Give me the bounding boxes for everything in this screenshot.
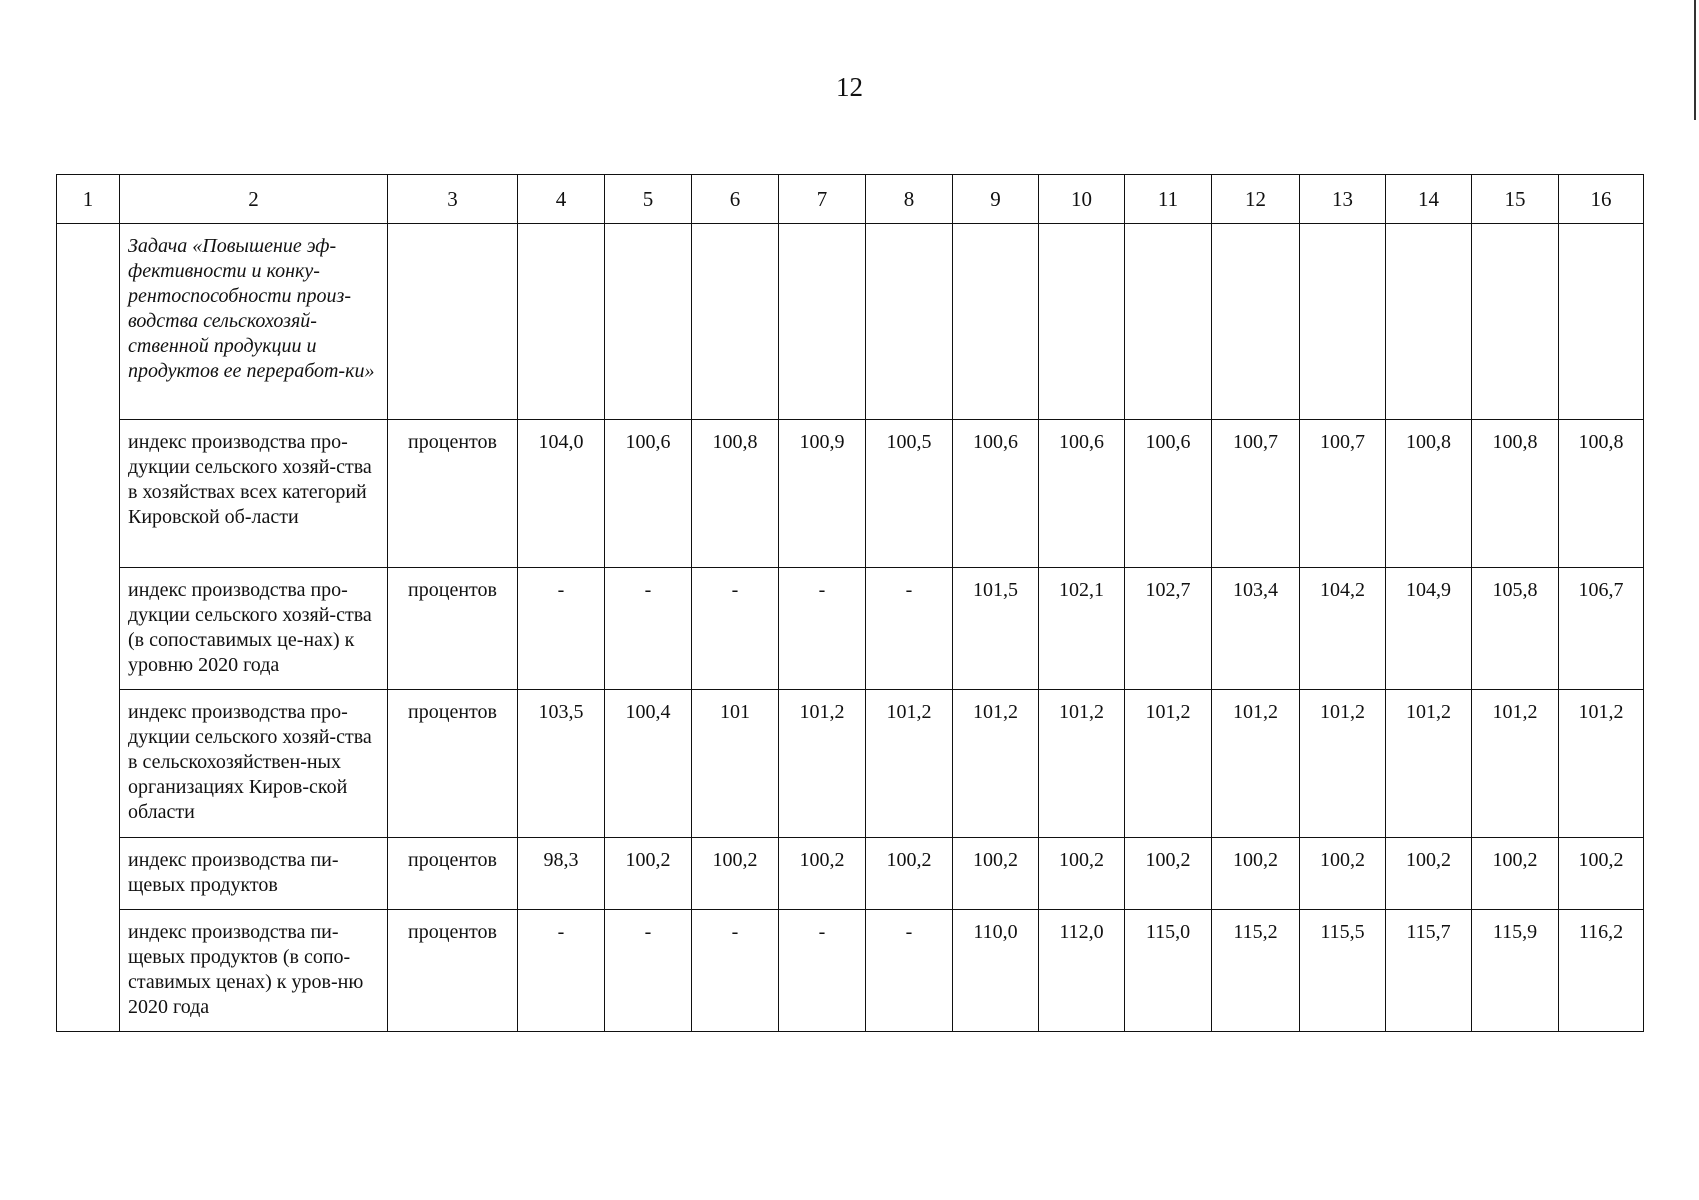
- indicator-name: индекс производства пи-щевых продуктов (в сопо-ставимых ценах) к уров-ню 2020 года: [120, 910, 388, 1032]
- table-row: [57, 568, 1644, 690]
- value-cell: 100,6: [1039, 420, 1125, 568]
- value-cell: 102,1: [1039, 568, 1125, 690]
- value-cell: 100,2: [1300, 838, 1386, 910]
- value-cell: 104,2: [1300, 568, 1386, 690]
- value-cell: 101,2: [1300, 690, 1386, 838]
- value-cell: 101,5: [953, 568, 1039, 690]
- empty-cell: [1125, 224, 1212, 420]
- value-cell: 100,8: [1386, 420, 1472, 568]
- table-row: [57, 838, 1644, 910]
- value-cell: 110,0: [953, 910, 1039, 1032]
- header-cell: 14: [1386, 175, 1472, 224]
- value-cell: 100,2: [779, 838, 866, 910]
- value-cell: -: [692, 910, 779, 1032]
- task-row: [57, 224, 1644, 420]
- value-cell: 100,7: [1300, 420, 1386, 568]
- value-cell: 98,3: [518, 838, 605, 910]
- table-row: [57, 690, 1644, 838]
- header-cell: 8: [866, 175, 953, 224]
- value-cell: 101,2: [953, 690, 1039, 838]
- empty-cell: [1212, 224, 1300, 420]
- value-cell: 101: [692, 690, 779, 838]
- header-cell: 2: [120, 175, 388, 224]
- value-cell: 104,9: [1386, 568, 1472, 690]
- value-cell: 101,2: [866, 690, 953, 838]
- value-cell: 101,2: [1212, 690, 1300, 838]
- value-cell: 100,7: [1212, 420, 1300, 568]
- header-cell: 5: [605, 175, 692, 224]
- empty-cell: [605, 224, 692, 420]
- indicator-name: индекс производства про-дукции сельского хозяй-ства (в сопоставимых це-нах) к уровню 2020 года: [120, 568, 388, 690]
- header-cell: 11: [1125, 175, 1212, 224]
- empty-cell: [1559, 224, 1644, 420]
- value-cell: 101,2: [1125, 690, 1212, 838]
- indicator-name: индекс производства про-дукции сельского хозяй-ства в хозяйствах всех категорий Кировской об-ласти: [120, 420, 388, 568]
- value-cell: 100,2: [1125, 838, 1212, 910]
- value-cell: 100,8: [1559, 420, 1644, 568]
- value-cell: -: [779, 910, 866, 1032]
- page-edge-line: [1694, 0, 1696, 120]
- value-cell: 100,6: [953, 420, 1039, 568]
- value-cell: 101,2: [1386, 690, 1472, 838]
- header-cell: 4: [518, 175, 605, 224]
- value-cell: -: [866, 910, 953, 1032]
- value-cell: 101,2: [1559, 690, 1644, 838]
- value-cell: -: [692, 568, 779, 690]
- value-cell: 100,8: [692, 420, 779, 568]
- value-cell: 100,2: [1386, 838, 1472, 910]
- header-cell: 13: [1300, 175, 1386, 224]
- value-cell: 100,2: [605, 838, 692, 910]
- value-cell: 116,2: [1559, 910, 1644, 1032]
- value-cell: 100,4: [605, 690, 692, 838]
- table-row: [57, 420, 1644, 568]
- indicator-unit: процентов: [388, 568, 518, 690]
- value-cell: -: [866, 568, 953, 690]
- table-row: [57, 910, 1644, 1032]
- empty-cell: [866, 224, 953, 420]
- indicator-name: индекс производства про-дукции сельского хозяй-ства в сельскохозяйствен-ных организациях Киров-ской области: [120, 690, 388, 838]
- value-cell: -: [605, 568, 692, 690]
- empty-cell: [692, 224, 779, 420]
- table-header-row: [57, 175, 1644, 224]
- task-title: Задача «Повышение эф-фективности и конку-рентоспособности произ-водства сельскохозяй-ственной продукции и продуктов ее переработ-ки»: [120, 224, 388, 420]
- header-cell: 16: [1559, 175, 1644, 224]
- empty-cell: [1386, 224, 1472, 420]
- value-cell: 104,0: [518, 420, 605, 568]
- value-cell: 100,2: [1212, 838, 1300, 910]
- value-cell: -: [518, 910, 605, 1032]
- indicator-name: индекс производства пи-щевых продуктов: [120, 838, 388, 910]
- header-cell: 9: [953, 175, 1039, 224]
- indicator-unit: процентов: [388, 910, 518, 1032]
- header-cell: 3: [388, 175, 518, 224]
- header-cell: 1: [57, 175, 120, 224]
- header-cell: 6: [692, 175, 779, 224]
- value-cell: 100,2: [692, 838, 779, 910]
- value-cell: -: [779, 568, 866, 690]
- header-cell: 10: [1039, 175, 1125, 224]
- indicators-table: [56, 174, 1644, 1032]
- value-cell: 100,6: [605, 420, 692, 568]
- indicator-unit: процентов: [388, 838, 518, 910]
- empty-cell: [388, 224, 518, 420]
- value-cell: 100,9: [779, 420, 866, 568]
- value-cell: 115,9: [1472, 910, 1559, 1032]
- value-cell: 103,4: [1212, 568, 1300, 690]
- value-cell: -: [518, 568, 605, 690]
- indicator-unit: процентов: [388, 690, 518, 838]
- empty-cell: [1472, 224, 1559, 420]
- value-cell: 100,2: [1039, 838, 1125, 910]
- value-cell: 115,5: [1300, 910, 1386, 1032]
- empty-cell: [1300, 224, 1386, 420]
- value-cell: -: [605, 910, 692, 1032]
- header-cell: 12: [1212, 175, 1300, 224]
- value-cell: 101,2: [1472, 690, 1559, 838]
- value-cell: 112,0: [1039, 910, 1125, 1032]
- value-cell: 100,2: [866, 838, 953, 910]
- value-cell: 100,2: [1472, 838, 1559, 910]
- indicator-unit: процентов: [388, 420, 518, 568]
- value-cell: 102,7: [1125, 568, 1212, 690]
- value-cell: 103,5: [518, 690, 605, 838]
- header-cell: 15: [1472, 175, 1559, 224]
- value-cell: 100,2: [1559, 838, 1644, 910]
- value-cell: 100,5: [866, 420, 953, 568]
- value-cell: 100,2: [953, 838, 1039, 910]
- value-cell: 101,2: [779, 690, 866, 838]
- page-number: 12: [836, 72, 863, 102]
- value-cell: 106,7: [1559, 568, 1644, 690]
- header-cell: 7: [779, 175, 866, 224]
- value-cell: 100,8: [1472, 420, 1559, 568]
- value-cell: 100,6: [1125, 420, 1212, 568]
- value-cell: 115,7: [1386, 910, 1472, 1032]
- row-number-cell: [57, 224, 120, 1032]
- value-cell: 115,0: [1125, 910, 1212, 1032]
- empty-cell: [1039, 224, 1125, 420]
- empty-cell: [779, 224, 866, 420]
- empty-cell: [953, 224, 1039, 420]
- value-cell: 101,2: [1039, 690, 1125, 838]
- value-cell: 115,2: [1212, 910, 1300, 1032]
- empty-cell: [518, 224, 605, 420]
- value-cell: 105,8: [1472, 568, 1559, 690]
